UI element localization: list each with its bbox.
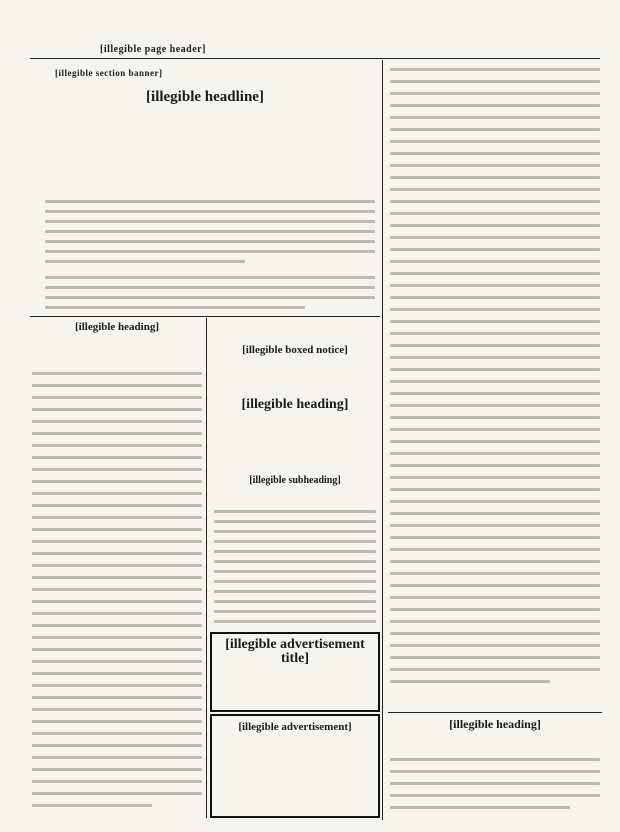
left-heading: [illegible heading] <box>74 321 160 333</box>
right-heading: [illegible heading] <box>449 717 541 731</box>
donation-box: [illegible boxed notice] <box>242 344 348 356</box>
header-rule <box>30 58 600 59</box>
ad-box <box>210 632 380 712</box>
movement-heading: [illegible heading] <box>241 397 349 412</box>
page-header: [illegible page header] <box>100 44 206 55</box>
ad-bottom <box>210 714 380 818</box>
middle-divider <box>206 318 207 818</box>
sub-heading: [illegible subheading] <box>249 475 341 486</box>
main-headline: [illegible headline] <box>146 89 264 105</box>
ad-title: [illegible advertisement title] <box>225 637 365 666</box>
right-rule <box>388 712 602 713</box>
section-banner: [illegible section banner] <box>55 68 163 78</box>
section-rule <box>30 316 380 317</box>
ad-bottom-text: [illegible advertisement] <box>238 721 352 733</box>
column-divider <box>382 60 383 820</box>
